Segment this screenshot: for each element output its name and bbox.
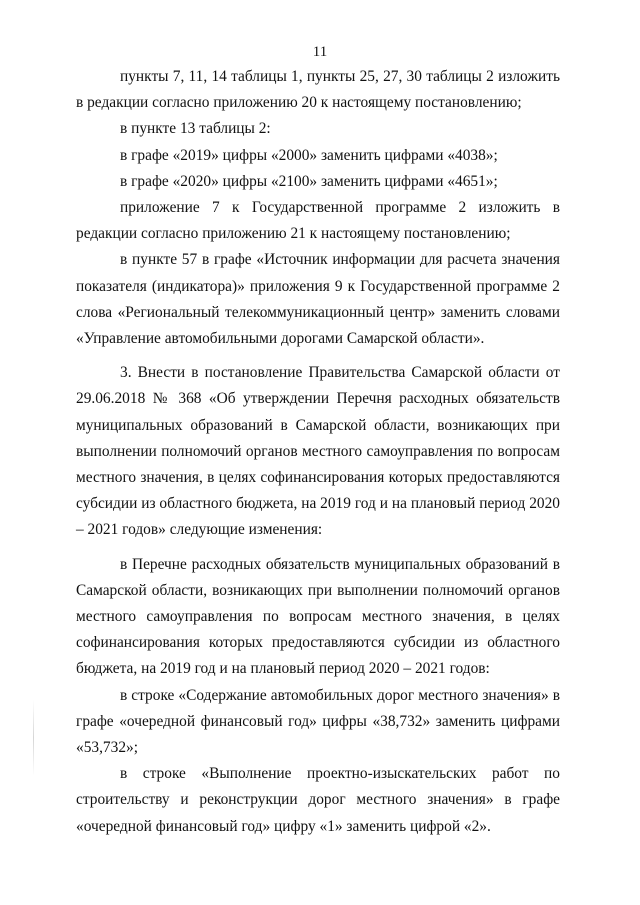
paragraph-10: в строке «Выполнение проектно-изыскательских работ по строительству и реконструкции дорог местного значения» в графе «очередной финансовый год» цифру «1» заменить цифрой «2». bbox=[76, 765, 560, 835]
document-body bbox=[76, 64, 560, 840]
paragraph-9: в строке «Содержание автомобильных дорог местного значения» в графе «очередной финансовый год» цифры «38,732» заменить цифрами «53,732»; bbox=[76, 686, 560, 757]
paragraph-6: в пункте 57 в графе «Источник информации для расчета значения показателя (индикатора)» приложения 9 к Государственной программе 2 слова «Региональный телекоммуникационный центр» заменить словами «Управление автомобильными дорогами Самарской области». bbox=[76, 251, 560, 348]
scan-mark bbox=[33, 700, 34, 776]
paragraph-3: в графе «2019» цифры «2000» заменить цифрами «4038»; bbox=[120, 146, 498, 164]
page-number: 11 bbox=[312, 44, 328, 60]
paragraph-7: 3. Внести в постановление Правительства Самарской области от 29.06.2018 № 368 «Об утверждении Перечня расходных обязательств муниципальных образований в Самарской области, возникающих при выполнении полномочий органов местного самоуправления по вопросам местного значения, в целях софинансирования которых предоставляются субсидии из областного бюджета, на 2019 год и на плановый период 2020 – 2021 годов» следующие изменения: bbox=[76, 364, 560, 539]
paragraph-1: пункты 7, 11, 14 таблицы 1, пункты 25, 27, 30 таблицы 2 изложить в редакции согласно приложению 20 к настоящему постановлению; bbox=[76, 68, 560, 112]
paragraph-2: в пункте 13 таблицы 2: bbox=[120, 120, 271, 138]
paragraph-4: в графе «2020» цифры «2100» заменить цифрами «4651»; bbox=[120, 172, 498, 190]
paragraph-5: приложение 7 к Государственной программе 2 изложить в редакции согласно приложению 21 к настоящему постановлению; bbox=[76, 199, 560, 243]
paragraph-8: в Перечне расходных обязательств муниципальных образований в Самарской области, возникающих при выполнении полномочий органов местного самоуправления по вопросам местного значения, в целях софинансирования которых предоставляются субсидии из областного бюджета, на 2019 год и на плановый период 2020 – 2021 годов: bbox=[76, 555, 560, 678]
